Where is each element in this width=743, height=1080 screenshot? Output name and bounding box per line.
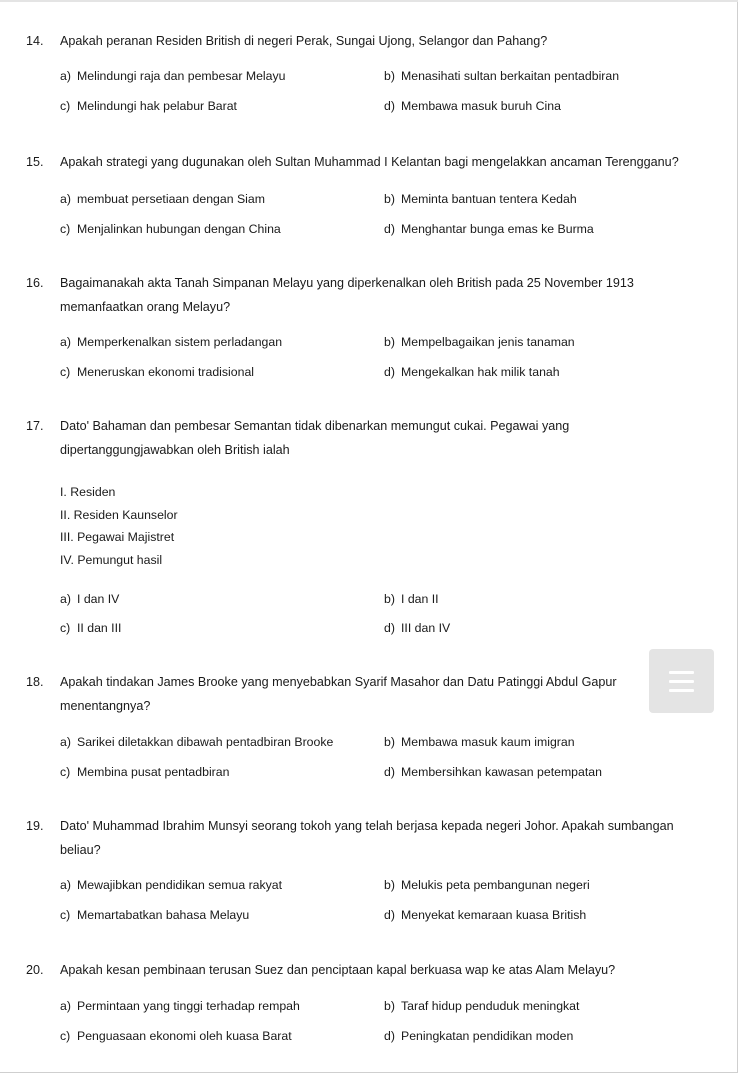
option-text: I dan II: [401, 592, 439, 606]
option-b[interactable]: [384, 735, 575, 749]
option-letter: b): [384, 192, 395, 206]
option-a[interactable]: [60, 69, 285, 83]
option-letter: b): [384, 878, 395, 892]
option-b[interactable]: [384, 335, 575, 349]
option-c[interactable]: [60, 621, 121, 635]
question-line: Apakah strategi yang dugunakan oleh Sultan Muhammad I Kelantan bagi mengelakkan ancaman Terengganu?: [60, 155, 679, 169]
option-text: III dan IV: [401, 621, 451, 635]
option-letter: a): [60, 335, 71, 349]
option-text: Menjalinkan hubungan dengan China: [77, 222, 281, 236]
option-d[interactable]: [384, 99, 561, 113]
option-text: Peningkatan pendidikan moden: [401, 1029, 574, 1043]
option-c[interactable]: [60, 1029, 292, 1043]
option-c[interactable]: [60, 765, 229, 779]
option-text: II dan III: [77, 621, 122, 635]
option-letter: a): [60, 69, 71, 83]
statement-item: II. Residen Kaunselor: [60, 507, 178, 522]
option-c[interactable]: [60, 222, 281, 236]
option-text: Mewajibkan pendidikan semua rakyat: [77, 878, 283, 892]
question-text: [60, 275, 700, 323]
option-a[interactable]: [60, 735, 333, 749]
question-text: [60, 418, 700, 466]
question-line: Apakah peranan Residen British di negeri Perak, Sungai Ujong, Selangor dan Pahang?: [60, 34, 548, 48]
option-text: Sarikei diletakkan dibawah pentadbiran Brooke: [77, 735, 334, 749]
question-number: 19.: [26, 819, 44, 833]
option-text: Taraf hidup penduduk meningkat: [401, 999, 580, 1013]
option-text: Menghantar bunga emas ke Burma: [401, 222, 594, 236]
option-letter: d): [384, 1029, 395, 1043]
question-line: Bagaimanakah akta Tanah Simpanan Melayu yang diperkenalkan oleh British pada 25 November 1913: [60, 276, 634, 290]
statement-list: [60, 485, 178, 576]
option-text: Memperkenalkan sistem perladangan: [77, 335, 283, 349]
option-b[interactable]: [384, 878, 590, 892]
option-a[interactable]: [60, 999, 300, 1013]
option-letter: c): [60, 908, 71, 922]
option-letter: b): [384, 999, 395, 1013]
option-text: Membawa masuk buruh Cina: [401, 99, 561, 113]
option-c[interactable]: [60, 908, 249, 922]
question-line: Apakah kesan pembinaan terusan Suez dan penciptaan kapal berkuasa wap ke atas Alam Melayu?: [60, 963, 616, 977]
question-number: 20.: [26, 963, 44, 977]
option-letter: c): [60, 765, 71, 779]
option-d[interactable]: [384, 1029, 573, 1043]
question-number: 17.: [26, 419, 44, 433]
option-d[interactable]: [384, 621, 450, 635]
option-text: Mempelbagaikan jenis tanaman: [401, 335, 575, 349]
option-a[interactable]: [60, 878, 282, 892]
question-text: [60, 674, 700, 722]
option-c[interactable]: [60, 99, 237, 113]
option-letter: d): [384, 621, 395, 635]
option-letter: b): [384, 69, 395, 83]
option-letter: b): [384, 335, 395, 349]
option-letter: d): [384, 365, 395, 379]
question-text: [60, 962, 700, 986]
option-letter: d): [384, 222, 395, 236]
option-text: Memartabatkan bahasa Melayu: [77, 908, 250, 922]
question-text: [60, 154, 700, 178]
option-a[interactable]: [60, 192, 265, 206]
statement-item: III. Pegawai Majistret: [60, 530, 175, 545]
option-d[interactable]: [384, 908, 586, 922]
option-text: Membawa masuk kaum imigran: [401, 735, 575, 749]
question-line: Apakah tindakan James Brooke yang menyebabkan Syarif Masahor dan Datu Patinggi Abdul Gapur: [60, 675, 617, 689]
option-b[interactable]: [384, 69, 619, 83]
option-letter: a): [60, 592, 71, 606]
option-letter: a): [60, 878, 71, 892]
question-number: 18.: [26, 675, 44, 689]
question-line: Dato' Muhammad Ibrahim Munsyi seorang tokoh yang telah berjasa kepada negeri Johor. Apakah sumbangan: [60, 819, 674, 833]
menu-button[interactable]: [649, 649, 714, 713]
question-line: beliau?: [60, 843, 101, 857]
option-letter: a): [60, 192, 71, 206]
option-letter: a): [60, 999, 71, 1013]
option-letter: d): [384, 99, 395, 113]
option-text: I dan IV: [77, 592, 120, 606]
option-a[interactable]: [60, 592, 119, 606]
option-letter: c): [60, 365, 71, 379]
option-text: Melukis peta pembangunan negeri: [401, 878, 590, 892]
question-text: [60, 33, 700, 57]
question-number: 16.: [26, 276, 44, 290]
option-d[interactable]: [384, 222, 594, 236]
option-letter: a): [60, 735, 71, 749]
top-edge: [0, 0, 738, 2]
statement-item: IV. Pemungut hasil: [60, 553, 163, 568]
option-letter: d): [384, 908, 395, 922]
option-text: Penguasaan ekonomi oleh kuasa Barat: [77, 1029, 292, 1043]
option-b[interactable]: [384, 192, 577, 206]
question-line: dipertanggungjawabkan oleh British ialah: [60, 443, 290, 457]
option-a[interactable]: [60, 335, 282, 349]
option-text: Membina pusat pentadbiran: [77, 765, 230, 779]
option-text: Melindungi raja dan pembesar Melayu: [77, 69, 286, 83]
option-letter: c): [60, 99, 71, 113]
option-text: membuat persetiaan dengan Siam: [77, 192, 265, 206]
question-number: 14.: [26, 34, 44, 48]
option-c[interactable]: [60, 365, 254, 379]
option-text: Meminta bantuan tentera Kedah: [401, 192, 577, 206]
option-b[interactable]: [384, 592, 439, 606]
option-text: Membersihkan kawasan petempatan: [401, 765, 602, 779]
option-letter: c): [60, 1029, 71, 1043]
option-letter: c): [60, 621, 71, 635]
option-text: Permintaan yang tinggi terhadap rempah: [77, 999, 300, 1013]
option-b[interactable]: [384, 999, 579, 1013]
option-letter: c): [60, 222, 71, 236]
question-number: 15.: [26, 155, 44, 169]
question-line: memanfaatkan orang Melayu?: [60, 300, 231, 314]
option-text: Menasihati sultan berkaitan pentadbiran: [401, 69, 620, 83]
option-letter: d): [384, 765, 395, 779]
option-text: Meneruskan ekonomi tradisional: [77, 365, 255, 379]
question-line: menentangnya?: [60, 699, 151, 713]
option-text: Melindungi hak pelabur Barat: [77, 99, 237, 113]
option-text: Menyekat kemaraan kuasa British: [401, 908, 587, 922]
statement-item: I. Residen: [60, 485, 116, 499]
option-letter: b): [384, 735, 395, 749]
question-line: Dato' Bahaman dan pembesar Semantan tidak dibenarkan memungut cukai. Pegawai yang: [60, 419, 570, 433]
option-d[interactable]: [384, 765, 602, 779]
option-d[interactable]: [384, 365, 560, 379]
question-text: [60, 818, 700, 866]
option-text: Mengekalkan hak milik tanah: [401, 365, 560, 379]
option-letter: b): [384, 592, 395, 606]
